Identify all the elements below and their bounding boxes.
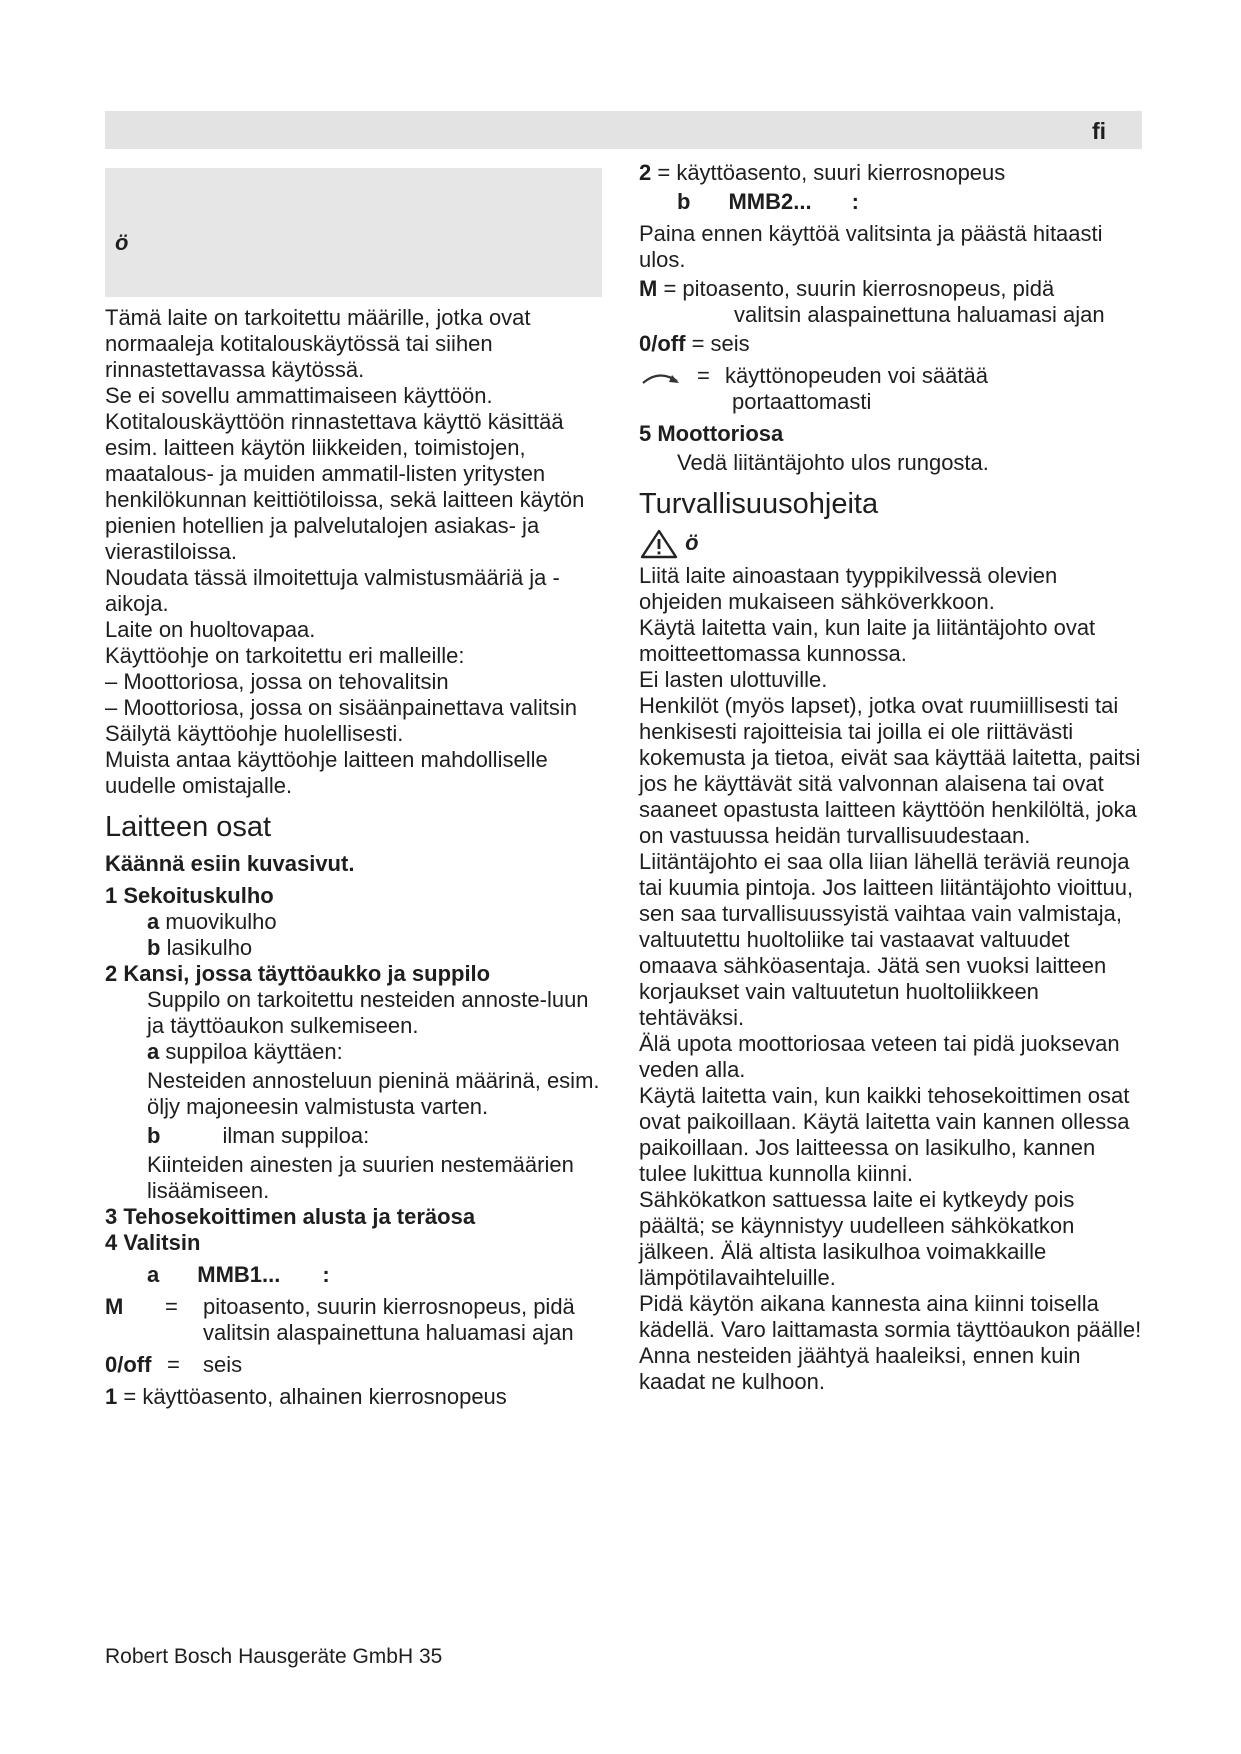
press-instruction: Paina ennen käyttöä valitsinta ja päästä hitaasti ulos. <box>639 221 1103 272</box>
intro-text: Noudata tässä ilmoitettuja valmistusmääriä ja -aikoja. <box>105 565 560 616</box>
intro-text: Tämä laite on tarkoitettu määrille, jotka ovat normaaleja kotitalouskäytössä tai siihen rinnastettavassa käytössä. <box>105 305 531 382</box>
part-2b: b ilman suppiloa: <box>147 1123 370 1148</box>
model-item: – Moottoriosa, jossa on tehovalitsin <box>105 669 449 694</box>
safety-text: Liitä laite ainoastaan tyyppikilvessä olevien ohjeiden mukaiseen sähköverkkoon. <box>639 563 1058 614</box>
part-2b-description: Kiinteiden ainesten ja suurien nestemäärien lisäämiseen. <box>147 1152 574 1203</box>
part-2-heading: 2 Kansi, jossa täyttöaukko ja suppilo <box>105 961 491 986</box>
setting-2: 2 = käyttöasento, suuri kierrosnopeus <box>639 160 1006 185</box>
keep-text: Säilytä käyttöohje huolellisesti. <box>105 721 404 746</box>
part-3-heading: 3 Tehosekoittimen alusta ja teräosa <box>105 1204 476 1229</box>
page-footer: Robert Bosch Hausgeräte GmbH 35 <box>105 1645 443 1668</box>
safety-text: Pidä käytön aikana kannesta aina kiinni toisella kädellä. Varo laittamasta sormia täyttöaukon päälle! <box>639 1291 1142 1342</box>
safety-title: Turvallisuusohjeita <box>639 488 879 520</box>
safety-text: Liitäntäjohto ei saa olla liian lähellä teräviä reunoja tai kuumia pintoja. Jos laitteen liitäntäjohto vioittuu, sen saa turvallisuussyistä vaihtaa vain valmistaja, valtuutettu huoltoliike tai vastaavat valtuudet omaava sähköasentaja. Jätä sen vuoksi laitteen korjaukset vain valtuutetun huoltoliikkeen tehtäväksi. <box>639 849 1134 1030</box>
setting-m-b-continued: valitsin alaspainettuna haluamasi ajan <box>734 302 1105 327</box>
intro-box-char: ö <box>115 230 129 255</box>
safety-text: Ei lasten ulottuville. <box>639 667 828 692</box>
model-item: – Moottoriosa, jossa on sisäänpainettava valitsin <box>105 695 578 720</box>
setting-off-b: 0/off = seis <box>639 331 750 356</box>
safety-text: Käytä laitetta vain, kun kaikki tehosekoittimen osat ovat paikoillaan. Käytä laitetta vain kannen ollessa paikoillaan. Jos laitteessa on lasikulho, kannen tulee lukittua kunnolla kiinni. <box>639 1083 1130 1186</box>
parts-title: Laitteen osat <box>105 811 272 843</box>
setting-1: 1 = käyttöasento, alhainen kierrosnopeus <box>105 1384 507 1409</box>
safety-text: Käytä laitetta vain, kun laite ja liitäntäjohto ovat moitteettomassa kunnossa. <box>639 615 1096 666</box>
setting-m: M = pitoasento, suurin kierrosnopeus, pidä valitsin alaspainettuna haluamasi ajan <box>105 1294 575 1345</box>
part-2a: a suppiloa käyttäen: <box>147 1039 343 1064</box>
keep-text: Muista antaa käyttöohje laitteen mahdolliselle uudelle omistajalle. <box>105 747 548 798</box>
parts-subtitle: Käännä esiin kuvasivut. <box>105 851 355 876</box>
safety-text: Älä upota moottoriosaa veteen tai pidä juoksevan veden alla. <box>639 1031 1120 1082</box>
left-column <box>105 305 605 1410</box>
header-bar <box>105 111 1142 149</box>
intro-box <box>105 168 602 297</box>
right-column <box>639 160 1144 1395</box>
variable-speed-icon <box>639 367 683 387</box>
intro-text: Käyttöohje on tarkoitettu eri malleille: <box>105 643 465 668</box>
part-5-heading: 5 Moottoriosa <box>639 421 784 446</box>
part-5-description: Vedä liitäntäjohto ulos rungosta. <box>677 450 989 475</box>
part-4-heading: 4 Valitsin <box>105 1230 201 1255</box>
part-1b: b lasikulho <box>147 935 253 960</box>
intro-text: Kotitalouskäyttöön rinnastettava käyttö käsittää esim. laitteen käytön liikkeiden, toimistojen, maatalous- ja muiden ammatil-listen yritysten henkilökunnan keittiötiloissa, sekä laitteen käytön pienien hotellien ja palvelutalojen asiakas- ja vierastiloissa. <box>105 409 585 564</box>
part-4a-model: a MMB1... : <box>147 1262 330 1287</box>
setting-m-b: M = pitoasento, suurin kierrosnopeus, pidä <box>639 276 1055 301</box>
warning-triangle-icon <box>639 528 679 560</box>
part-2-description: Suppilo on tarkoitettu nesteiden annoste-luun ja täyttöaukon sulkemiseen. <box>147 987 589 1038</box>
setting-off: 0/off = seis <box>105 1352 243 1377</box>
warning-char: ö <box>685 529 699 555</box>
setting-variable-continued: portaattomasti <box>732 389 872 414</box>
safety-text: Sähkökatkon sattuessa laite ei kytkeydy pois päältä; se käynnistyy uudelleen sähkökatkon jälkeen. Älä altista lasikulhoa voimakkaille lämpötilavaihteluille. <box>639 1187 1075 1290</box>
model-b: b MMB2... : <box>677 189 859 214</box>
part-2a-description: Nesteiden annosteluun pieninä määrinä, esim. öljy majoneesin valmistusta varten. <box>147 1068 600 1119</box>
setting-variable: = käyttönopeuden voi säätää <box>639 363 1144 389</box>
language-code: fi <box>1091 118 1106 144</box>
part-1-heading: 1 Sekoituskulho <box>105 883 274 908</box>
safety-text: Henkilöt (myös lapset), jotka ovat ruumiillisesti tai henkisesti rajoitteisia tai joilla ei ole riittävästi kokemusta ja tietoa, eivät saa käyttää laitetta, paitsi jos he käyttävät sitä valvonnan alaisena tai ovat saaneet opastusta laitteen käyttöön henkilöltä, joka on vastuussa heidän turvallisuudestaan. <box>639 693 1141 848</box>
intro-text: Laite on huoltovapaa. <box>105 617 316 642</box>
safety-text: Anna nesteiden jäähtyä haaleiksi, ennen kuin kaadat ne kulhoon. <box>639 1343 1081 1394</box>
warning-line <box>639 528 1144 560</box>
intro-text: Se ei sovellu ammattimaiseen käyttöön. <box>105 383 493 408</box>
part-1a: a muovikulho <box>147 909 277 934</box>
